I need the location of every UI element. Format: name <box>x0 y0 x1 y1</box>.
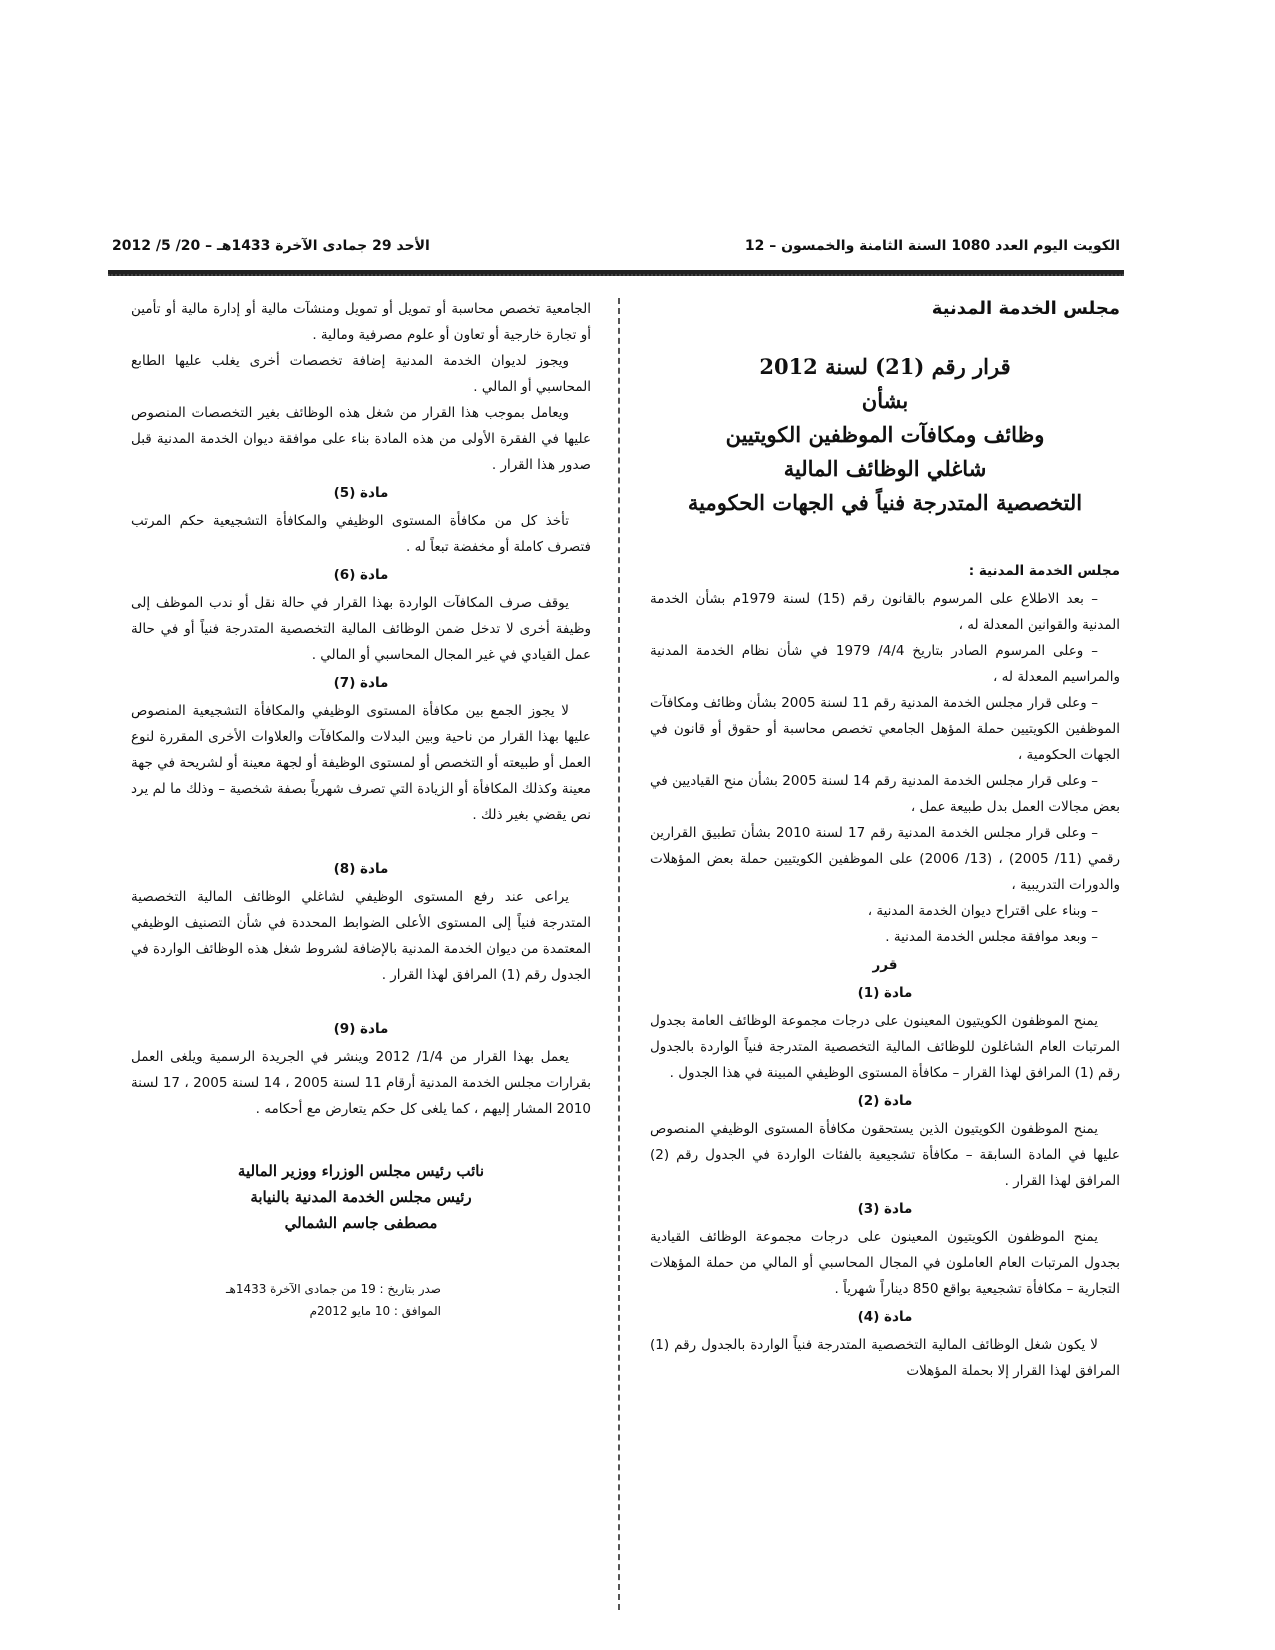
header-date: الأحد 29 جمادى الآخرة 1433هـ – 20/ 5/ 2012 <box>112 238 430 254</box>
article-text: تأخذ كل من مكافأة المستوى الوظيفي والمكافأة التشجيعية حكم المرتب فتصرف كاملة أو مخفضة تبعاً له . <box>131 513 591 555</box>
right-column <box>650 296 1120 1384</box>
article-heading: مادة (1) <box>857 985 913 1001</box>
article-heading: مادة (8) <box>333 861 389 877</box>
decree-title <box>650 352 1120 518</box>
spacer <box>131 988 591 1014</box>
page-header <box>112 232 1120 262</box>
article-text: يمنح الموظفون الكويتيون الذين يستحقون مكافأة المستوى الوظيفي المنصوص عليها في المادة السابقة – مكافأة تشجيعية بالفئات الواردة في الجدول رقم (2) المرافق لهذا القرار . <box>650 1121 1120 1189</box>
preamble-item: – وعلى قرار مجلس الخدمة المدنية رقم 17 لسنة 2010 بشأن تطبيق القرارين رقمي (11/ 2005) ، (13/ 2006) على الموظفين الكويتيين حملة بعض المؤهلات والدورات التدريبية ، <box>650 825 1121 893</box>
article-text: يعمل بهذا القرار من 1/4/ 2012 وينشر في الجريدة الرسمية ويلغى العمل بقرارات مجلس الخدمة المدنية أرقام 11 لسنة 2005 ، 14 لسنة 2005 ، 17 لسنة 2010 المشار إليهم ، كما يلغى كل حكم يتعارض مع أحكامه . <box>131 1049 591 1117</box>
signature-title: نائب رئيس مجلس الوزراء ووزير المالية <box>237 1162 485 1180</box>
article-text: لا يجوز الجمع بين مكافأة المستوى الوظيفي والمكافأة التشجيعية المنصوص عليها بهذا القرار من ناحية وبين البدلات والمكافآت والعلاوات الأخرى المقررة لنوع العمل أو طبيعته أو التخصص أو لمستوى الوظيفة أو لجهة معينة أو لشريحة في جهة معينة وكذلك المكافأة أو الزيادة التي تصرف شهرياً بصفة شخصية – وذلك ما لم يرد نص يقضي بغير ذلك . <box>131 703 591 823</box>
article-heading: مادة (4) <box>857 1309 913 1325</box>
preamble-item: – وعلى قرار مجلس الخدمة المدنية رقم 14 لسنة 2005 بشأن منح القياديين في بعض مجالات العمل بدل طبيعة عمل ، <box>650 773 1120 815</box>
column-divider <box>618 298 620 1610</box>
preamble-item: – وعلى قرار مجلس الخدمة المدنية رقم 11 لسنة 2005 بشأن وظائف ومكافآت الموظفين الكويتيين حملة المؤهل الجامعي تخصص محاسبة أو حقوق أو قانون في الجهات الحكومية ، <box>650 695 1120 763</box>
issue-date-block <box>131 1278 591 1322</box>
preamble-item: – وبعد موافقة مجلس الخدمة المدنية . <box>885 929 1098 945</box>
article-text: يراعى عند رفع المستوى الوظيفي لشاغلي الوظائف المالية التخصصية المتدرجة فنياً إلى المستوى الأعلى الضوابط المحددة في شأن التصنيف الوظيفي المعتمدة من ديوان الخدمة المدنية بالإضافة لشروط شغل هذه الوظائف الواردة في الجدول رقم (1) المرافق لهذا القرار . <box>131 889 591 983</box>
decided-heading: قرر <box>872 957 898 973</box>
article-heading: مادة (6) <box>333 567 389 583</box>
signature-name: مصطفى جاسم الشمالي <box>284 1214 438 1232</box>
signature-block <box>131 1158 591 1236</box>
preamble-heading: مجلس الخدمة المدنية : <box>968 563 1120 579</box>
article-heading: مادة (3) <box>857 1201 913 1217</box>
article-text: ويعامل بموجب هذا القرار من شغل هذه الوظائف بغير التخصصات المنصوص عليها في الفقرة الأولى من هذه المادة بناء على موافقة ديوان الخدمة المدنية قبل صدور هذا القرار . <box>131 405 591 473</box>
issue-date-hijri: صدر بتاريخ : 19 من جمادى الآخرة 1433هـ <box>225 1282 441 1296</box>
decree-title-line: شاغلي الوظائف المالية <box>783 456 987 481</box>
left-column <box>131 296 591 1322</box>
decree-title-line: قرار رقم (21) لسنة 2012 <box>759 354 1011 379</box>
header-rule <box>108 270 1124 276</box>
header-issue-info: الكويت اليوم العدد 1080 السنة الثامنة والخمسون – 12 <box>744 238 1120 254</box>
article-text-continued: الجامعية تخصص محاسبة أو تمويل أو تمويل ومنشآت مالية أو إدارة مالية أو تأمين أو تجارة خارجية أو تعاون أو علوم مصرفية ومالية . <box>131 301 591 343</box>
decree-title-line: التخصصية المتدرجة فنياً في الجهات الحكومية <box>687 490 1083 515</box>
article-text: لا يكون شغل الوظائف المالية التخصصية المتدرجة فنياً الواردة بالجدول رقم (1) المرافق لهذا القرار إلا بحملة المؤهلات <box>650 1337 1120 1379</box>
signature-title: رئيس مجلس الخدمة المدنية بالنيابة <box>250 1188 472 1206</box>
preamble-item: – وعلى المرسوم الصادر بتاريخ 4/4/ 1979 في شأن نظام الخدمة المدنية والمراسيم المعدلة له ، <box>650 643 1120 685</box>
article-heading: مادة (7) <box>333 675 389 691</box>
section-heading: مجلس الخدمة المدنية <box>931 298 1120 319</box>
decree-title-line: بشأن <box>861 388 909 413</box>
decree-title-line: وظائف ومكافآت الموظفين الكويتيين <box>725 422 1045 447</box>
preamble-item: – بعد الاطلاع على المرسوم بالقانون رقم (15) لسنة 1979م بشأن الخدمة المدنية والقوانين المعدلة له ، <box>650 591 1120 633</box>
spacer <box>131 828 591 854</box>
article-heading: مادة (9) <box>333 1021 389 1037</box>
article-heading: مادة (5) <box>333 485 389 501</box>
article-heading: مادة (2) <box>857 1093 913 1109</box>
issue-date-gregorian: الموافق : 10 مايو 2012م <box>309 1304 441 1318</box>
article-text: يمنح الموظفون الكويتيون المعينون على درجات مجموعة الوظائف العامة بجدول المرتبات العام الشاغلون للوظائف المالية التخصصية المتدرجة فنياً الواردة بالجدول رقم (1) المرافق لهذا القرار – مكافأة المستوى الوظيفي المبينة في هذا الجدول . <box>650 1013 1120 1081</box>
preamble-item: – وبناء على اقتراح ديوان الخدمة المدنية ، <box>867 903 1098 919</box>
article-text: يمنح الموظفون الكويتيون المعينون على درجات مجموعة الوظائف القيادية بجدول المرتبات العام العاملون في المجال المحاسبي أو المالي من حملة المؤهلات التجارية – مكافأة تشجيعية بواقع 850 ديناراً شهرياً . <box>650 1229 1120 1297</box>
article-text: يوقف صرف المكافآت الواردة بهذا القرار في حالة نقل أو ندب الموظف إلى وظيفة أخرى لا تدخل ضمن الوظائف المالية التخصصية المتدرجة فنياً أو في حالة عمل القيادي في غير المجال المحاسبي أو المالي . <box>131 595 591 663</box>
article-text: ويجوز لديوان الخدمة المدنية إضافة تخصصات أخرى يغلب عليها الطابع المحاسبي أو المالي . <box>131 353 591 395</box>
